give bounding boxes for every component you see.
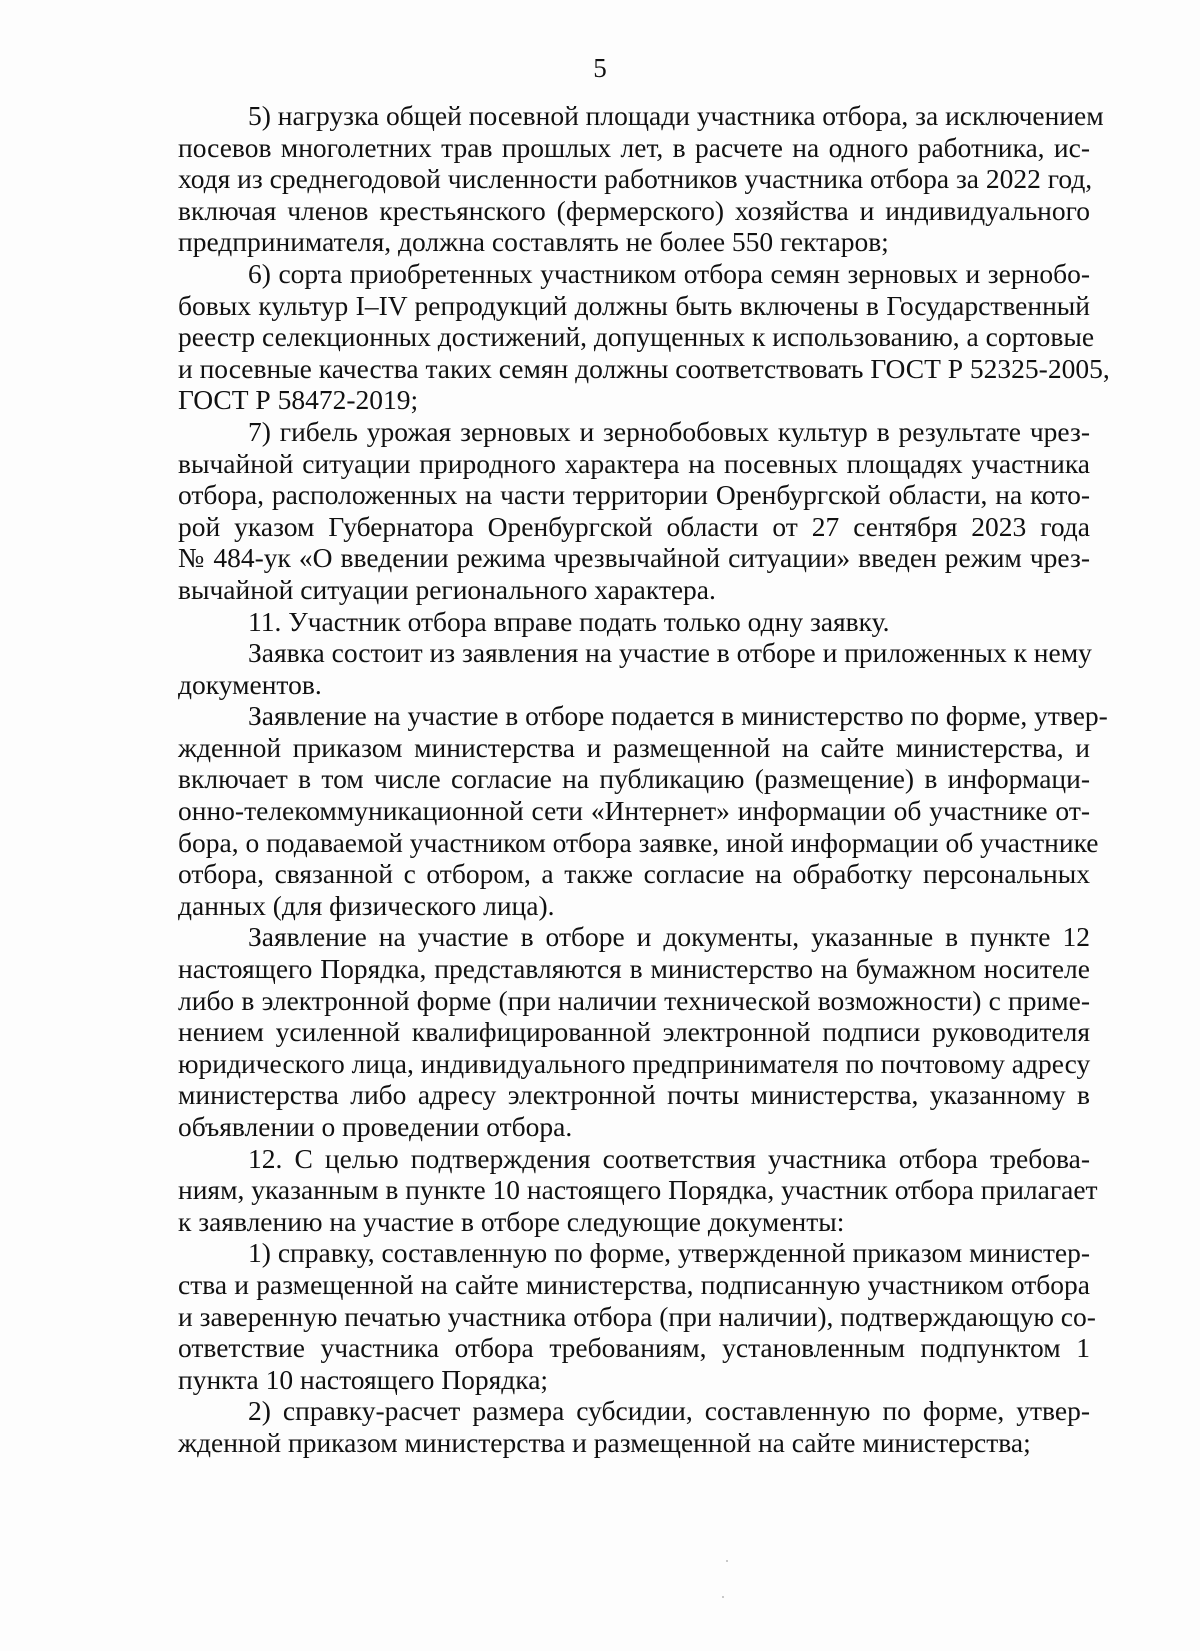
paragraph <box>178 1142 1098 1238</box>
text-line: 1) справку, составленную по форме, утвержденной приказом министер- <box>248 1237 1090 1269</box>
text-line: 7) гибель урожая зерновых и зернобобовых культур в результате чрез- <box>248 415 1090 447</box>
text-line: юридического лица, индивидуального предпринимателя по почтовому адресу <box>178 1047 1091 1079</box>
text-line: данных (для физического лица). <box>178 889 555 921</box>
text-line: настоящего Порядка, представляются в министерство на бумажном носителе <box>178 953 1090 985</box>
text-line: к заявлению на участие в отборе следующие документы: <box>178 1205 845 1237</box>
paragraph <box>178 637 1090 700</box>
paragraph <box>178 257 1110 416</box>
scan-speck <box>726 1560 728 1562</box>
text-line: включая членов крестьянского (фермерского) хозяйства и индивидуального <box>178 194 1090 226</box>
text-line: ниям, указанным в пункте 10 настоящего Порядка, участник отбора прилагает <box>178 1174 1098 1206</box>
text-line: отбора, связанной с отбором, а также согласие на обработку персональных <box>178 858 1090 890</box>
text-line: № 484-ук «О введении режима чрезвычайной ситуации» введен режим чрез- <box>178 542 1090 574</box>
text-line: ответствие участника отбора требованиям, установленным подпунктом 1 <box>178 1332 1090 1364</box>
text-line: 11. Участник отбора вправе подать только одну заявку. <box>248 605 890 637</box>
text-line: 5) нагрузка общей посевной площади участника отбора, за исключением <box>248 100 1104 131</box>
text-line: жденной приказом министерства и размещенной на сайте министерства; <box>178 1426 1031 1458</box>
paragraph <box>178 1237 1096 1395</box>
text-line: и заверенную печатью участника отбора (при наличии), подтверждающую со- <box>178 1300 1096 1332</box>
text-line: бовых культур I–IV репродукций должны быть включены в Государственный <box>178 289 1090 321</box>
text-line: 12. С целью подтверждения соответствия участника отбора требова- <box>248 1142 1090 1174</box>
text-line: 2) справку-расчет размера субсидии, составленную по форме, утвер- <box>248 1395 1090 1427</box>
page-number: 5 <box>593 53 607 83</box>
text-line: жденной приказом министерства и размещенной на сайте министерства, и <box>178 731 1090 763</box>
text-line: и посевные качества таких семян должны соответствовать ГОСТ Р 52325-2005, <box>178 352 1110 384</box>
text-line: Заявление на участие в отборе подается в министерство по форме, утвер- <box>248 700 1108 732</box>
text-line: документов. <box>178 668 322 700</box>
text-line: ГОСТ Р 58472-2019; <box>178 384 419 416</box>
text-line: вычайной ситуации регионального характера. <box>178 573 716 605</box>
text-line: вычайной ситуации природного характера на посевных площадях участника <box>178 447 1090 479</box>
text-line: бора, о подаваемой участником отбора заявке, иной информации об участнике <box>178 826 1099 858</box>
paragraph <box>178 100 1104 258</box>
paragraph <box>178 416 1090 606</box>
paragraph <box>178 921 1090 1142</box>
text-line: отбора, расположенных на части территории Оренбургской области, на кото- <box>178 479 1090 511</box>
document-body <box>178 100 1110 1459</box>
text-line: 6) сорта приобретенных участником отбора семян зерновых и зернобо- <box>248 257 1090 289</box>
paragraph <box>178 606 1090 638</box>
text-line: объявлении о проведении отбора. <box>178 1111 573 1142</box>
text-line: реестр селекционных достижений, допущенных к использованию, а сортовые <box>178 321 1095 353</box>
text-line: пункта 10 настоящего Порядка; <box>178 1363 549 1395</box>
text-line: рой указом Губернатора Оренбургской области от 27 сентября 2023 года <box>178 510 1090 542</box>
text-line: министерства либо адресу электронной почты министерства, указанному в <box>178 1079 1090 1111</box>
scan-speck <box>722 1596 724 1598</box>
paragraph <box>178 700 1108 921</box>
text-line: нением усиленной квалифицированной электронной подписи руководителя <box>178 1016 1090 1048</box>
paragraph <box>178 1395 1090 1458</box>
text-line: посевов многолетних трав прошлых лет, в расчете на одного работника, ис- <box>178 131 1090 163</box>
text-line: ходя из среднегодовой численности работников участника отбора за 2022 год, <box>178 163 1093 195</box>
text-line: онно-телекоммуникационной сети «Интернет» информации об участнике от- <box>178 795 1090 827</box>
text-line: Заявление на участие в отборе и документы, указанные в пункте 12 <box>248 921 1090 953</box>
text-line: Заявка состоит из заявления на участие в отборе и приложенных к нему <box>248 637 1092 669</box>
text-line: включает в том числе согласие на публикацию (размещение) в информаци- <box>178 763 1090 795</box>
text-line: либо в электронной форме (при наличии технической возможности) с приме- <box>178 984 1090 1016</box>
text-line: предпринимателя, должна составлять не более 550 гектаров; <box>178 226 889 258</box>
text-line: ства и размещенной на сайте министерства, подписанную участником отбора <box>178 1268 1090 1300</box>
